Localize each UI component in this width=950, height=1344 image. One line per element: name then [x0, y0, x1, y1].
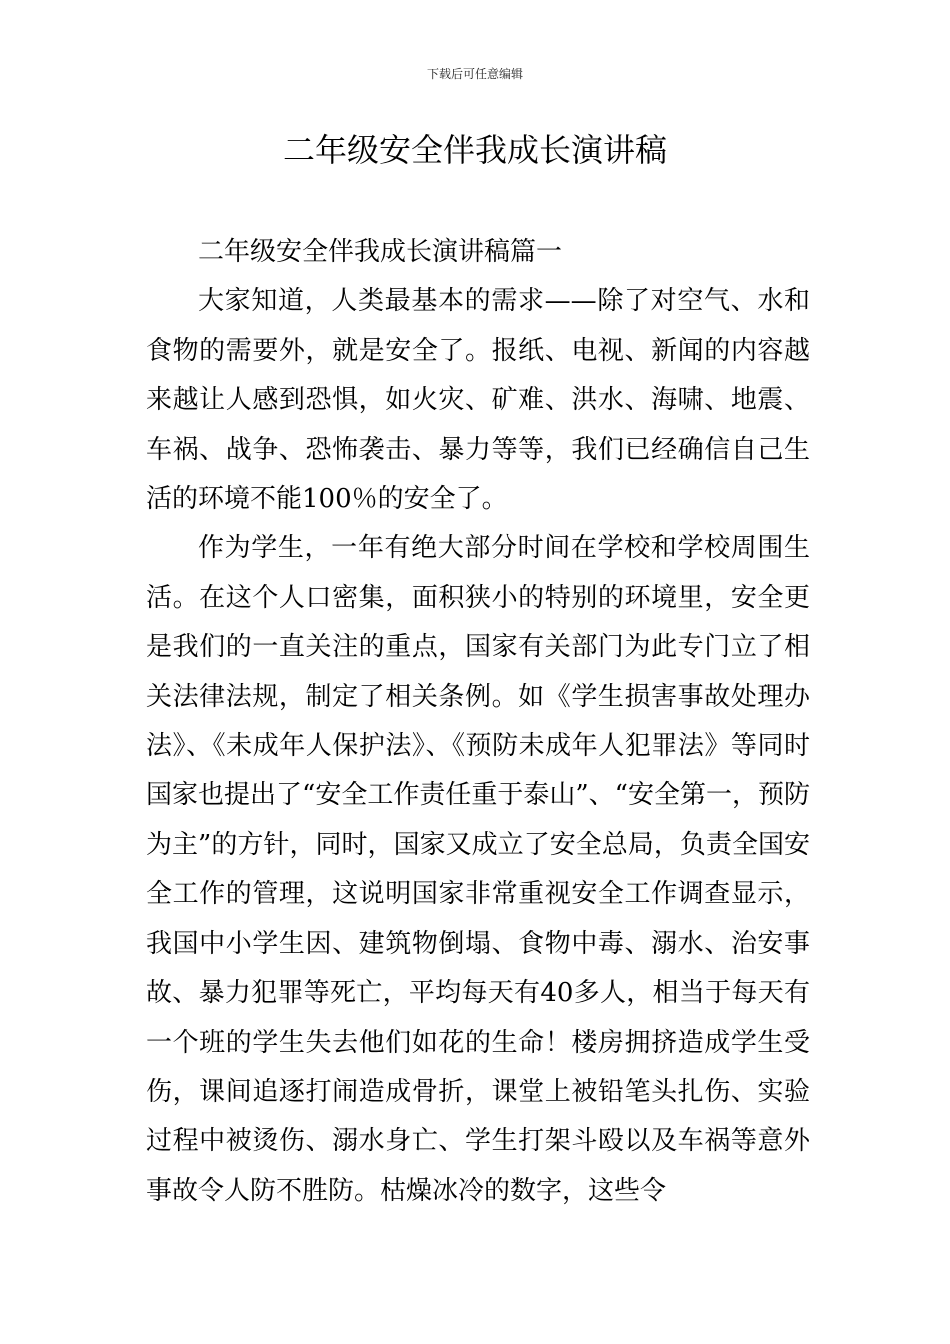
header-note: 下载后可任意编辑	[426, 67, 523, 81]
section-heading: 二年级安全伴我成长演讲稿篇一	[198, 237, 563, 267]
paragraph: 大家知道，人类最基本的需求——除了对空气、水和食物的需要外，就是安全了。报纸、电视、新闻的内容越来越让人感到恐惧，如火灾、矿难、洪水、海啸、地震、车祸、战争、恐怖袭击、暴力等等，我们已经确信自己生活的环境不能100％的安全了。	[146, 286, 810, 515]
paragraph: 作为学生，一年有绝大部分时间在学校和学校周围生活。在这个人口密集，面积狭小的特别的环境里，安全更是我们的一直关注的重点，国家有关部门为此专门立了相关法律法规，制定了相关条例。如《学生损害事故处理办法》、《未成年人保护法》、《预防未成年人犯罪法》等同时国家也提出了“安全工作责任重于泰山”、“安全第一，预防为主”的方针，同时，国家又成立了安全总局，负责全国安全工作的管理，这说明国家非常重视安全工作调查显示，我国中小学生因、建筑物倒塌、食物中毒、溺水、治安事故、暴力犯罪等死亡，平均每天有40多人，相当于每天有一个班的学生失去他们如花的生命！楼房拥挤造成学生受伤，课间追逐打闹造成骨折，课堂上被铅笔头扎伤、实验过程中被烫伤、溺水身亡、学生打架斗殴以及车祸等意外事故令人防不胜防。枯燥冰冷的数字，这些令	[146, 533, 810, 1206]
document-body	[146, 228, 810, 1216]
document-title: 二年级安全伴我成长演讲稿	[282, 131, 667, 169]
